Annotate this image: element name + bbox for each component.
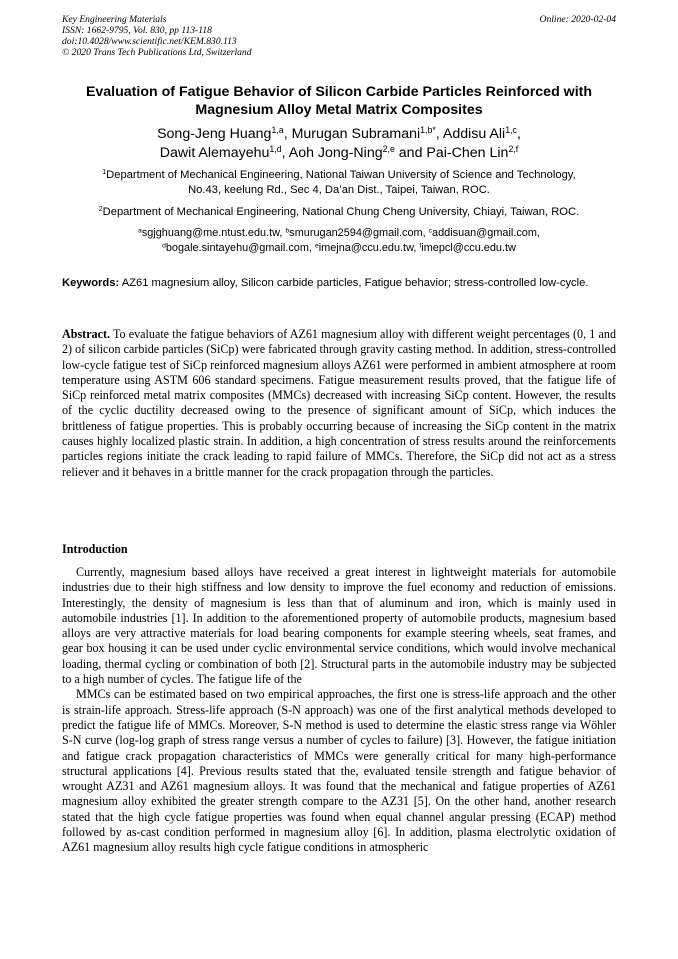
affiliation-1: $^1$Department of Mechanical Engineering, National Taiwan University of Science and Technology, No.43, keelung Rd., Sec 4, Da’an Dist., Taipei, Taiwan, ROC. xyxy=(102,169,576,196)
affiliation-sup: 1 xyxy=(102,169,107,177)
keywords-label: Keywords: xyxy=(62,277,120,289)
paragraph: Currently, magnesium based alloys have received a great interest in lightweight materials for automobile industries due to their high stiffness and low density to improve the fuel economy and reduction of emissions. Interestingly, the density of magnesium is less than that of aluminum and iron, which is mainly used in automobile industries [1]. In addition to the aforementioned property of automobile products, magnesium based alloys are very attractive materials for load bearing components for example steering wheels, seat frames, and gear box housing it can be used under cyclic environmental service conditions, which would involve mechanical loading, thermal cycling or combination of both [2]. Structural parts in the automobile industry may be subjected to a high number of cycles. The fatigue life of the xyxy=(62,565,616,687)
author-name: Murugan Subramani xyxy=(291,126,421,142)
author-sup: 1,a xyxy=(271,125,284,136)
affiliation-2: $^2$Department of Mechanical Engineering, National Chung Cheng University, Chiayi, Taiwan, ROC. xyxy=(98,206,580,218)
email-link[interactable]: imejna@ccu.edu.tw xyxy=(318,242,414,254)
introduction-body xyxy=(62,565,616,856)
abstract xyxy=(62,327,616,480)
author-name: Addisu Ali xyxy=(442,126,506,142)
author-name: Dawit Alemayehu xyxy=(159,145,270,161)
email-link[interactable]: bogale.sintayehu@gmail.com xyxy=(165,242,309,254)
abstract-label: Abstract. xyxy=(62,327,111,341)
author-sup: 1,b* xyxy=(420,125,436,136)
author-line-1: Song-Jeng Huang$^{1,a}$, Murugan Subramani$^{1,b*}$, Addisu Ali$^{1,c}$, xyxy=(157,125,521,142)
author-line-2: Dawit Alemayehu$^{1,d}$, Aoh Jong-Ning$^{2,e}$ and Pai-Chen Lin$^{2,f}$ xyxy=(159,144,519,161)
journal-header xyxy=(62,14,616,58)
keywords-text: AZ61 magnesium alloy, Silicon carbide particles, Fatigue behavior; stress-controlled low-cycle. xyxy=(119,277,589,289)
paragraph: MMCs can be estimated based on two empirical approaches, the first one is stress-life approach and the other is strain-life approach. Stress-life approach (S-N approach) was one of the first analytical methods developed to predict the fatigue life of MMCs. Moreover, S-N method is used to determine the elastic stress range via Wöhler S-N curve (log-log graph of stress range versus a number of cycles to failure) [3]. However, the fatigue initiation and fatigue crack propagation characteristics of MMCs were generally critical for many high-performance structural applications [4]. Previous results stated that the, evaluated tensile strength and fatigue behavior of wrought AZ31 and AZ61 magnesium alloys. It was found that the mechanical and fatigue properties of AZ61 magnesium alloy exhibited the greater strength compare to the AZ31 [5]. On the other hand, another research stated that the high cycle fatigue properties was found when equal channel angular pressing (ECAP) method followed by as-cast condition performed in magnesium alloy [6]. In addition, plasma electrolytic oxidation of AZ61 magnesium alloy results high cycle fatigue conditions in atmospheric xyxy=(62,687,616,855)
author-sup: 2,e xyxy=(382,144,395,155)
online-date: Online: 2020-02-04 xyxy=(539,14,616,25)
journal-name: Key Engineering Materials xyxy=(62,14,167,25)
journal-copyright: © 2020 Trans Tech Publications Ltd, Switzerland xyxy=(62,47,252,58)
journal-issn: ISSN: 1662-9795, Vol. 830, pp 113-118 xyxy=(62,25,212,36)
section-heading-introduction: Introduction xyxy=(62,542,128,556)
author-name: Song-Jeng Huang xyxy=(157,126,272,142)
email-list: $^a$sgjghuang@me.ntust.edu.tw, $^b$smurugan2594@gmail.com, $^c$addisuan@gmail.com, $^d$bogale.sintayehu@gmail.com, $^e$imejna@ccu.edu.tw, $^f$imepcl@ccu.edu.tw xyxy=(138,227,540,254)
email-link[interactable]: imepcl@ccu.edu.tw xyxy=(421,242,516,254)
author-list xyxy=(62,125,616,163)
paper-title: Evaluation of Fatigue Behavior of Silicon Carbide Particles Reinforced with Magnesium Alloy Metal Matrix Composites xyxy=(85,84,593,118)
author-sup: 2,f xyxy=(508,144,519,155)
email-link[interactable]: sgjghuang@me.ntust.edu.tw xyxy=(141,227,280,239)
abstract-text: To evaluate the fatigue behaviors of AZ61 magnesium alloy with different weight percentages (0, 1 and 2) of silicon carbide particles (SiCp) were fabricated through gravity casting method. In addition, stress-controlled low-cycle fatigue test of SiCp reinforced magnesium alloys AZ61 were performed in ambient atmosphere at room temperature using ASTM 606 standard specimens. Fatigue measurement results proved, that the fatigue life of SiCp reinforced metal matrix composites (MMCs) decreased with increasing SiCp content. However, the results of the cyclic ductility decreased owing to the presence of significant amount of SiCp, which induces the brittleness of fatigue properties. This is probably occurring because of increasing the SiCp content in the matrix causes highly localized plastic strain. In addition, a high concentration of stress results around the reinforcements particles regions initiate the crack leading to rapid failure of MMCs. Therefore, the SiCp did not act as a stress reliever and it behaves in a brittle manner for the crack propagation through the particles. xyxy=(62,327,616,479)
keywords xyxy=(62,276,616,290)
author-name: Pai-Chen Lin xyxy=(426,145,509,161)
author-sup: 1,c xyxy=(505,125,517,136)
author-sup: 1,d xyxy=(269,144,282,155)
email-link[interactable]: smurugan2594@gmail.com xyxy=(289,227,423,239)
affiliation-sup: 2 xyxy=(98,206,103,214)
author-name: Aoh Jong-Ning xyxy=(288,145,383,161)
email-link[interactable]: addisuan@gmail.com xyxy=(432,227,537,239)
journal-doi: doi:10.4028/www.scientific.net/KEM.830.113 xyxy=(62,36,237,47)
